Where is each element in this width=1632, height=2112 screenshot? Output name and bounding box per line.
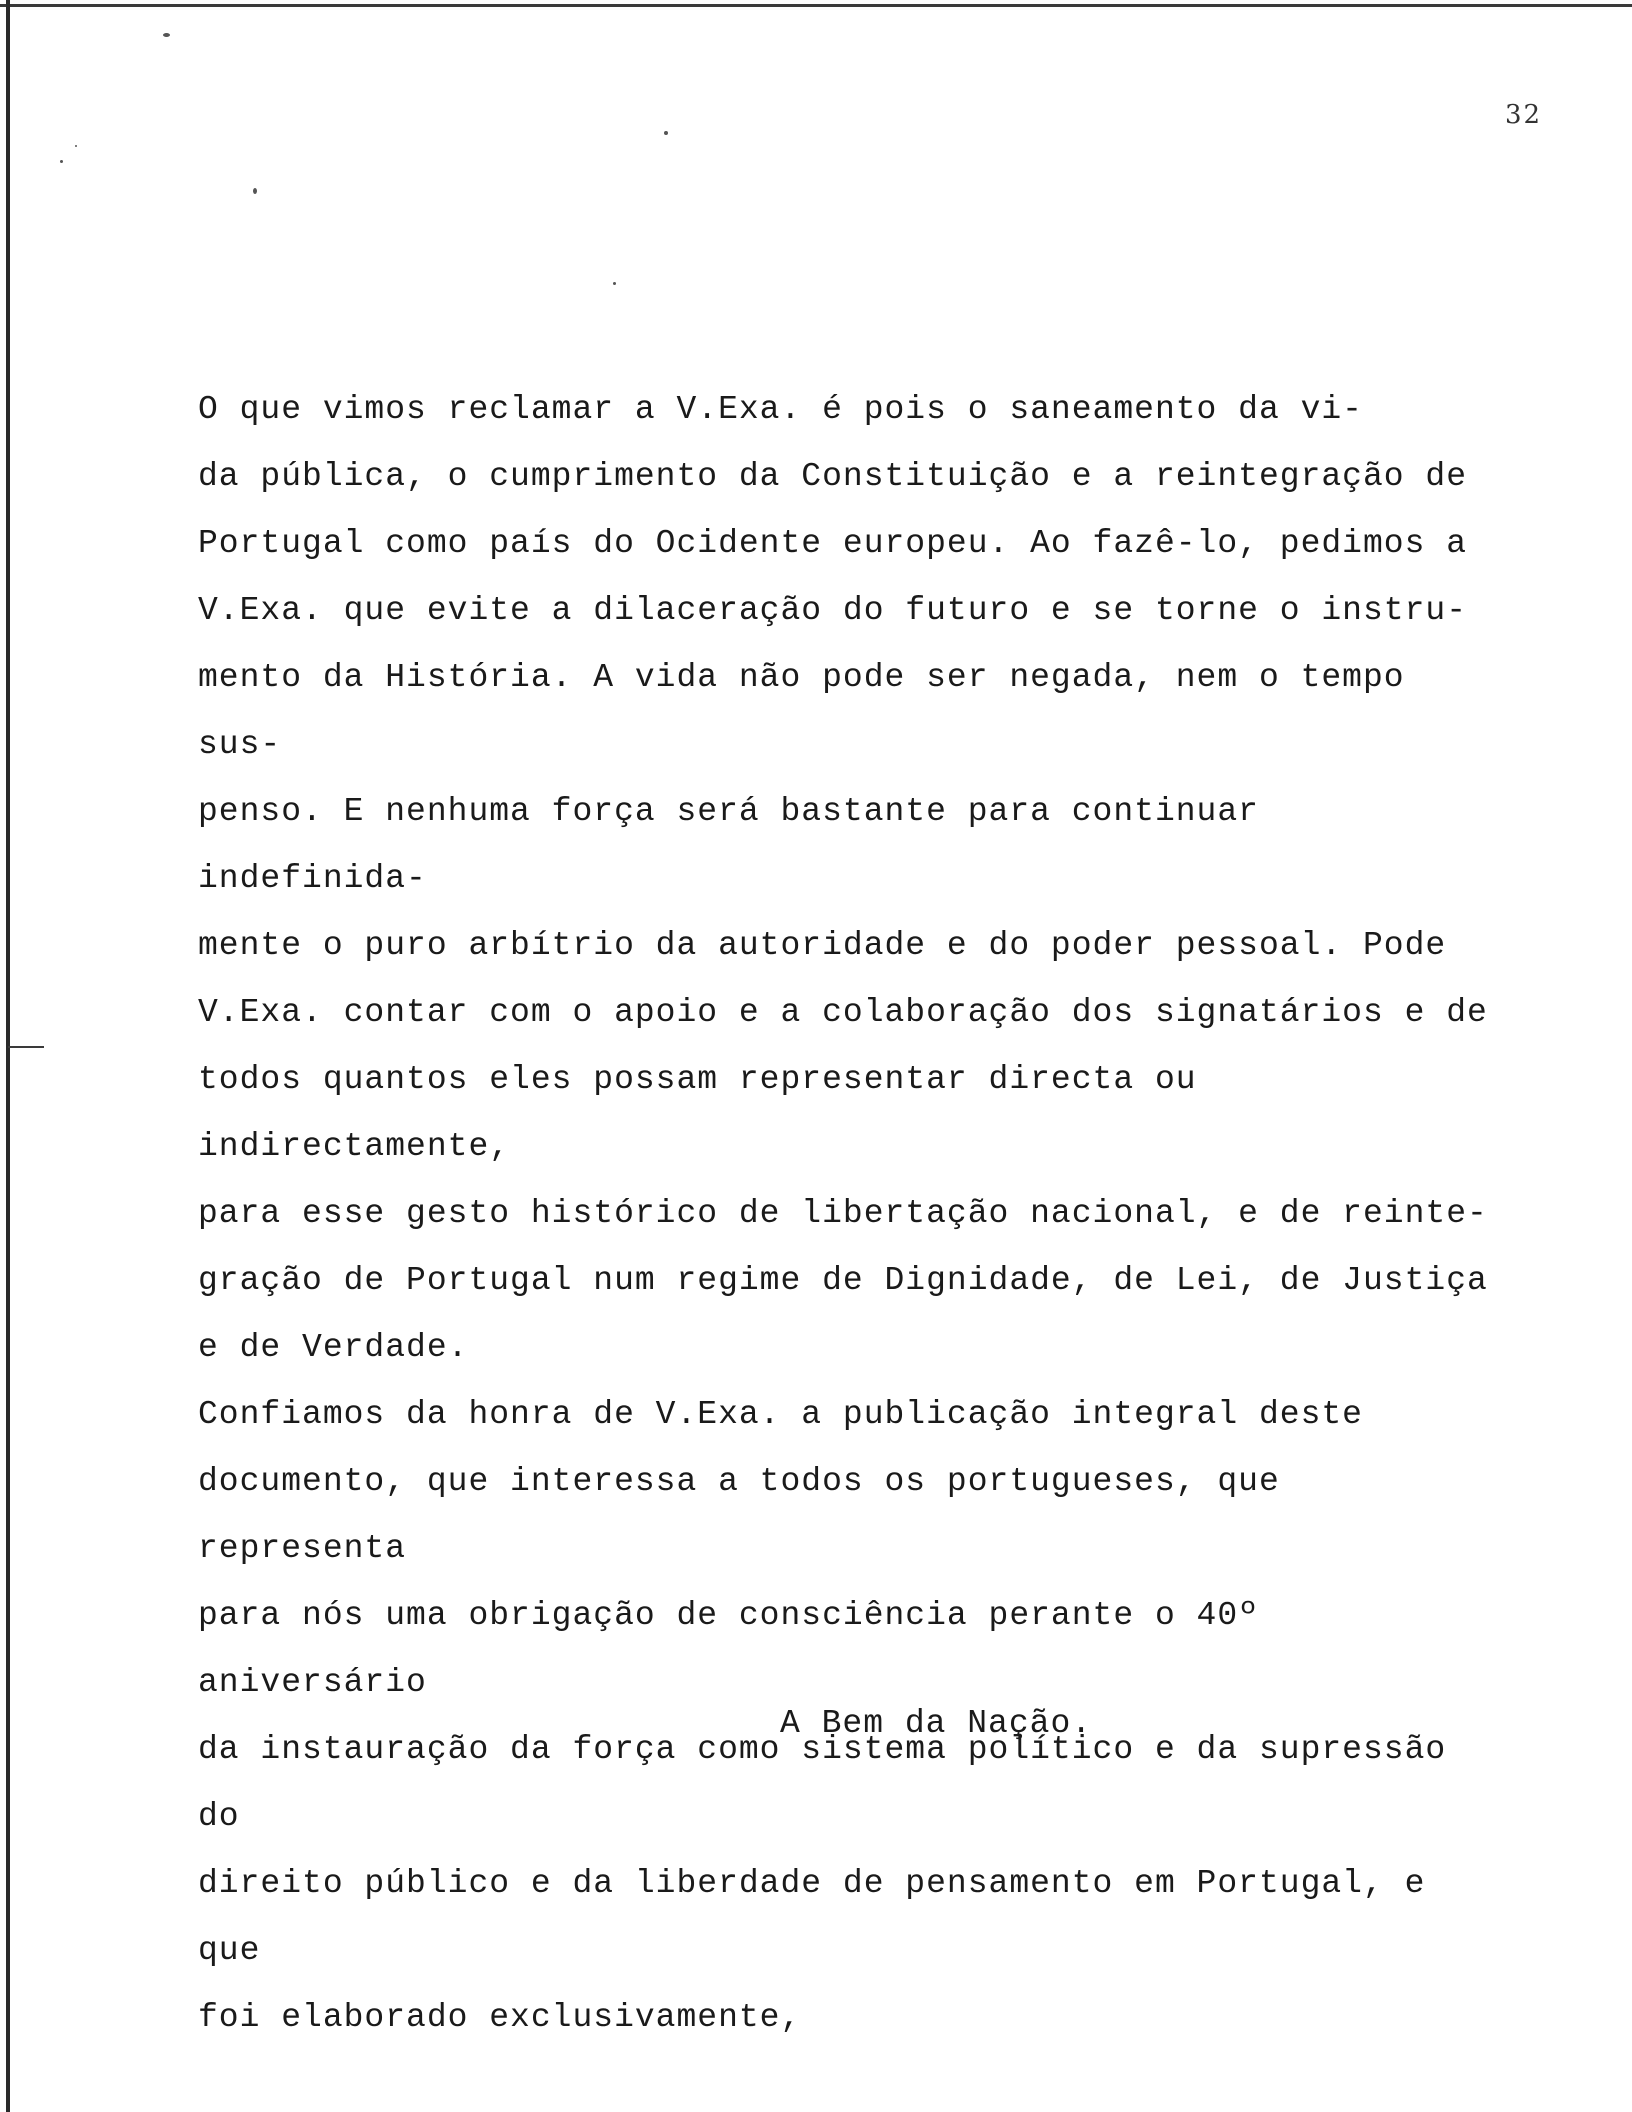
letter-body	[198, 376, 1488, 2051]
scan-edge-left	[6, 0, 10, 2112]
scan-speck	[613, 282, 616, 285]
scan-speck	[75, 145, 77, 147]
scan-edge-top	[0, 4, 1632, 7]
scan-speck	[60, 160, 63, 163]
paragraph-2: Confiamos da honra de V.Exa. a publicação integral deste documento, que interessa a todos os portugueses, que representa para nós uma obrigação de consciência perante o 40º aniversário da instauração da força como sistema político e da supressão do direito público e da liberdade de pensamento em Portugal, e que foi elaborado exclusivamente,	[198, 1396, 1447, 2036]
scan-edge-mark	[8, 1046, 44, 1048]
page-number: 32	[1505, 100, 1543, 130]
scan-speck	[163, 33, 170, 37]
scan-speck	[664, 131, 668, 135]
paragraph-1: O que vimos reclamar a V.Exa. é pois o saneamento da vi- da pública, o cumprimento da Constituição e a reintegração de Portugal como país do Ocidente europeu. Ao fazê-lo, pedimos a V.Exa. que evite a dilaceração do futuro e se torne o instru- mento da História. A vida não pode ser negada, nem o tempo sus- penso. E nenhuma força será bastante para continuar indefinida- mente o puro arbítrio da autoridade e do poder pessoal. Pode V.Exa. contar com o apoio e a colaboração dos signatários e de todos quantos eles possam representar directa ou indirectamente, para esse gesto histórico de libertação nacional, e de reinte- gração de Portugal num regime de Dignidade, de Lei, de Justiça e de Verdade.	[198, 391, 1488, 1366]
scan-speck	[253, 188, 257, 194]
closing-salutation: A Bem da Nação.	[780, 1705, 1093, 1742]
